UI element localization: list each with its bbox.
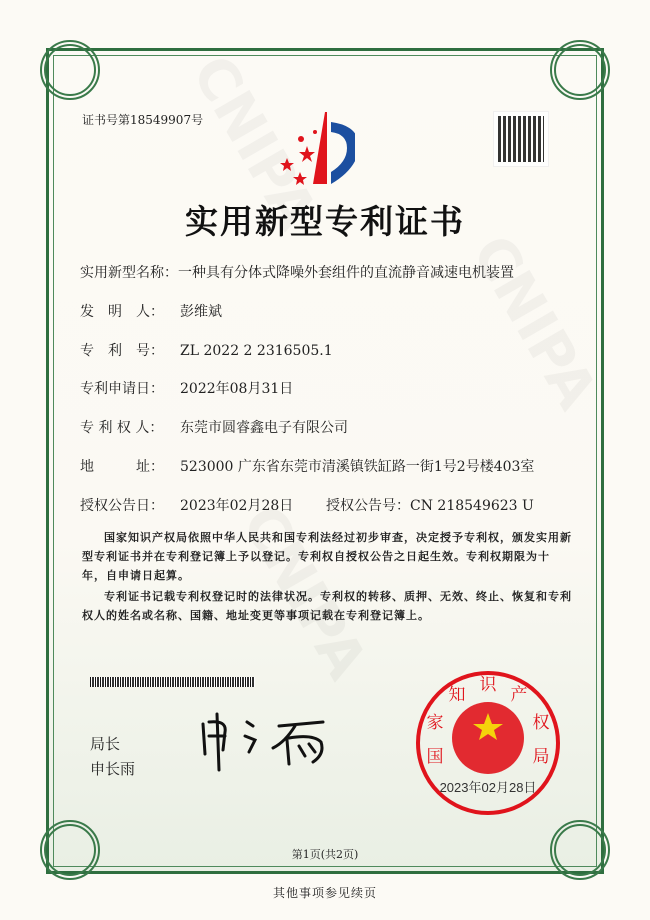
corner-ornament	[40, 40, 100, 100]
official-seal	[413, 668, 563, 818]
corner-ornament	[550, 40, 610, 100]
cnipa-logo	[275, 112, 355, 187]
signature	[195, 712, 345, 774]
svg-text:知: 知	[448, 685, 466, 705]
field-value: 彭维斌	[180, 304, 222, 320]
field-value: 东莞市圆睿鑫电子有限公司	[180, 420, 348, 436]
svg-text:家: 家	[426, 713, 444, 733]
field-label: 专 利 权 人：	[80, 420, 164, 436]
paragraph: 专利证书记载专利权登记时的法律状况。专利权的转移、质押、无效、终止、恢复和专利权人的姓名或名称、国籍、地址变更等事项记载在专利登记簿上。	[82, 590, 572, 622]
field-label: 发 明 人：	[80, 304, 164, 320]
field-grant-date	[80, 495, 293, 515]
field-label: 专利申请日：	[80, 381, 164, 397]
field-label: 专 利 号：	[80, 343, 164, 359]
page-info: 第1页(共2页)	[291, 848, 359, 861]
certificate-number: 证书号第18549907号	[82, 113, 204, 127]
barcode	[90, 677, 255, 687]
svg-text:识: 识	[479, 675, 497, 695]
qr-code	[494, 112, 548, 166]
continuation-note: 其他事项参见续页	[272, 886, 377, 900]
field-grant-pub-no	[326, 495, 534, 515]
certificate-title: 实用新型专利证书	[185, 202, 465, 241]
field-value: CN 218549623 U	[410, 498, 534, 514]
svg-text:产: 产	[510, 685, 528, 705]
director-title: 局长	[90, 735, 121, 753]
field-patentee	[80, 417, 348, 437]
paragraph: 国家知识产权局依照中华人民共和国专利法经过初步审查，决定授予专利权，颁发实用新型专利证书并在专利登记簿上予以登记。专利权自授权公告之日起生效。专利权期限为十年，自申请日起算。	[82, 531, 572, 582]
director-name: 申长雨	[90, 760, 136, 778]
field-label: 授权公告号：	[326, 498, 410, 514]
seal-date: 2023年02月28日	[439, 780, 537, 795]
field-value: ZL 2022 2 2316505.1	[180, 343, 333, 359]
field-address	[80, 456, 534, 476]
field-value: 2023年02月28日	[180, 498, 294, 514]
field-inventor	[80, 301, 222, 321]
field-name	[80, 262, 514, 282]
svg-text:局: 局	[532, 747, 550, 767]
svg-text:国: 国	[426, 747, 444, 767]
field-patent-no	[80, 340, 333, 360]
field-filing-date	[80, 378, 293, 398]
field-value: 523000 广东省东莞市清溪镇铁缸路一街1号2号楼403室	[180, 459, 535, 475]
svg-text:权: 权	[532, 713, 550, 733]
field-value: 2022年08月31日	[180, 381, 294, 397]
field-label: 授权公告日：	[80, 498, 164, 514]
field-value: 一种具有分体式降噪外套组件的直流静音减速电机装置	[178, 265, 514, 281]
field-label: 实用新型名称：	[80, 265, 178, 281]
field-label: 地 址：	[80, 459, 164, 475]
